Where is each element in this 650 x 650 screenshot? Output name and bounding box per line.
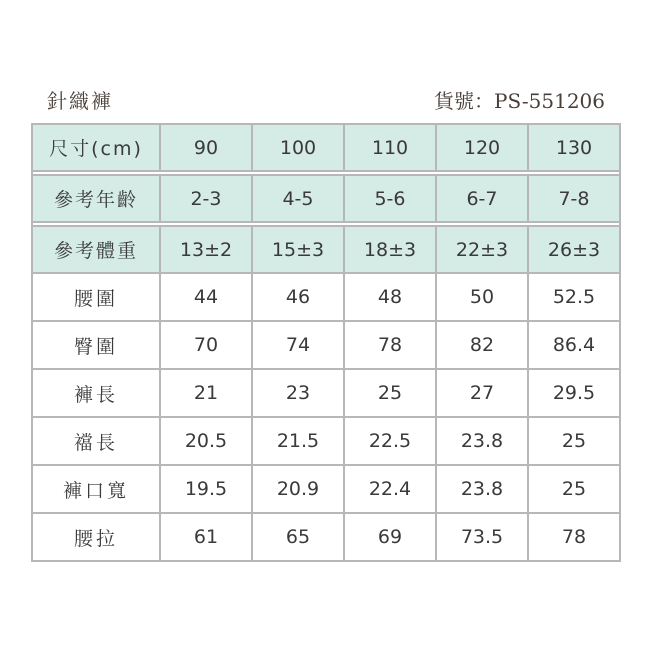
table-cell: 21.5 [252,417,344,465]
table-cell: 82 [436,321,528,369]
table-cell: 78 [344,321,436,369]
table-cell: 25 [344,369,436,417]
table-cell: 6-7 [436,175,528,222]
table-row [32,465,620,513]
table-cell: 46 [252,273,344,321]
table-cell: 65 [252,513,344,561]
table-cell: 26±3 [528,226,620,273]
row-label: 腰圍 [32,273,160,321]
table-cell: 44 [160,273,252,321]
row-label: 褲口寬 [32,465,160,513]
table-cell: 52.5 [528,273,620,321]
table-cell: 73.5 [436,513,528,561]
row-label: 褲長 [32,369,160,417]
table-cell: 61 [160,513,252,561]
table-cell: 22.5 [344,417,436,465]
table-cell: 86.4 [528,321,620,369]
table-cell: 18±3 [344,226,436,273]
table-cell: 48 [344,273,436,321]
table-row [32,369,620,417]
table-cell: 4-5 [252,175,344,222]
table-cell: 74 [252,321,344,369]
table-cell: 5-6 [344,175,436,222]
table-cell: 27 [436,369,528,417]
table-cell: 120 [436,124,528,171]
table-cell: 22±3 [436,226,528,273]
row-label: 臀圍 [32,321,160,369]
table-cell: 20.5 [160,417,252,465]
table-cell: 25 [528,417,620,465]
table-cell: 22.4 [344,465,436,513]
row-label: 腰拉 [32,513,160,561]
table-cell: 13±2 [160,226,252,273]
size-chart-table [31,123,621,562]
table-row-weight [32,226,620,273]
table-cell: 50 [436,273,528,321]
table-cell: 20.9 [252,465,344,513]
table-cell: 29.5 [528,369,620,417]
table-cell: 2-3 [160,175,252,222]
table-row [32,321,620,369]
table-cell: 100 [252,124,344,171]
table-row [32,417,620,465]
product-name: 針織褲 [47,89,113,113]
table-cell: 23 [252,369,344,417]
row-label: 參考年齡 [32,175,160,222]
table-cell: 25 [528,465,620,513]
table-cell: 78 [528,513,620,561]
table-cell: 90 [160,124,252,171]
table-row-age [32,175,620,222]
row-label: 參考體重 [32,226,160,273]
table-cell: 23.8 [436,465,528,513]
table-cell: 70 [160,321,252,369]
table-cell: 21 [160,369,252,417]
table-cell: 7-8 [528,175,620,222]
table-cell: 110 [344,124,436,171]
row-label: 襠長 [32,417,160,465]
table-cell: 130 [528,124,620,171]
table-cell: 69 [344,513,436,561]
table-cell: 19.5 [160,465,252,513]
table-cell: 23.8 [436,417,528,465]
table-row-size [32,124,620,171]
row-label: 尺寸(cm) [32,124,160,171]
item-code: 貨號：PS-551206 [434,89,605,113]
table-cell: 15±3 [252,226,344,273]
table-row [32,513,620,561]
table-row [32,273,620,321]
